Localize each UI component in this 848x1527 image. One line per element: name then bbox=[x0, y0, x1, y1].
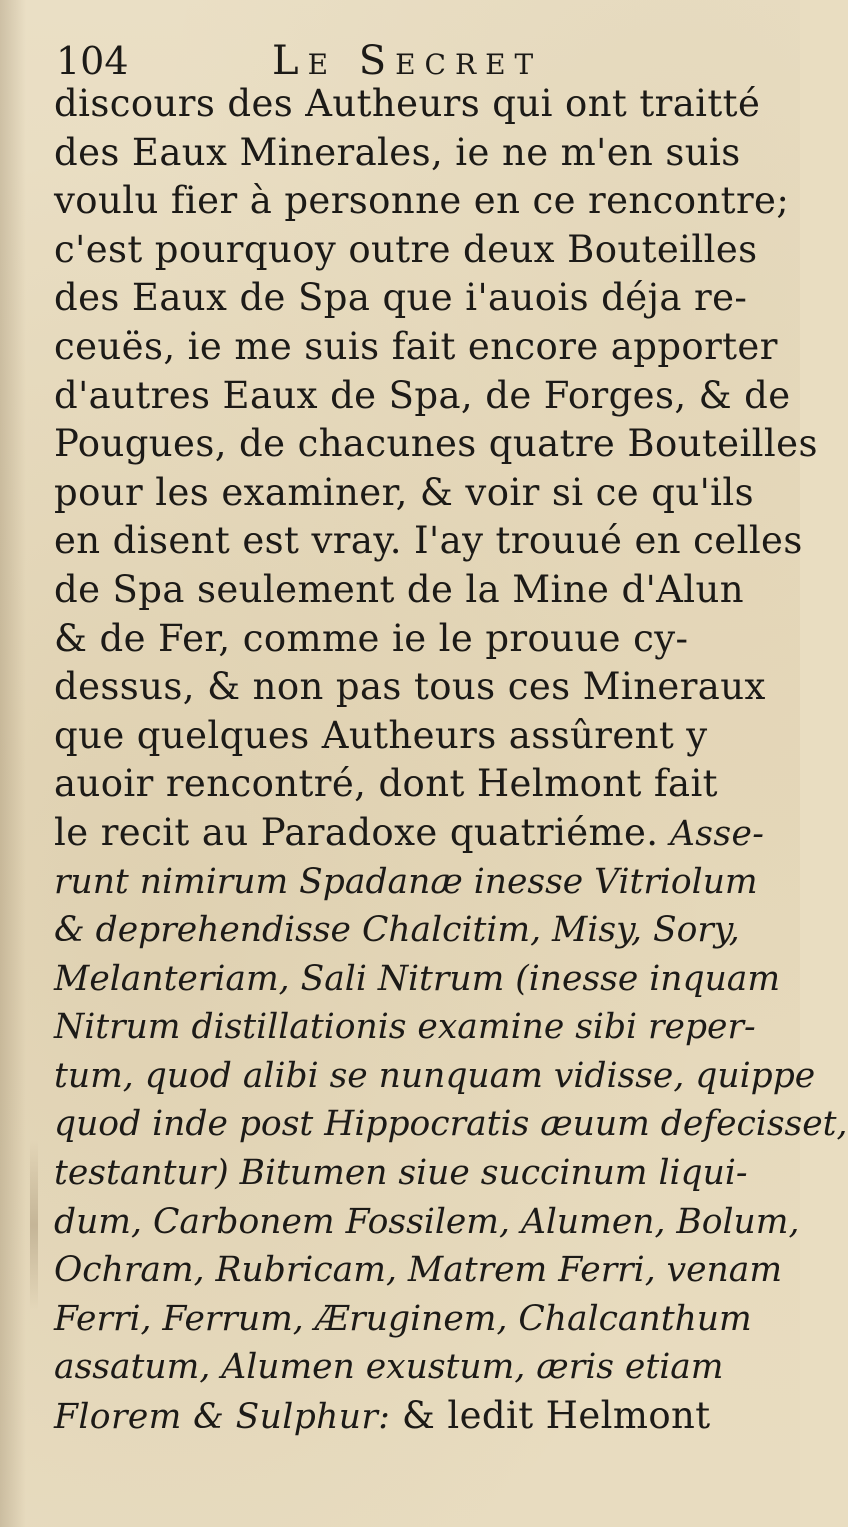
body-text bbox=[54, 80, 848, 1441]
text-line: discours des Autheurs qui ont traitté bbox=[54, 82, 761, 125]
latin-quote-line: Ferri, Ferrum, Æruginem, Chalcanthum bbox=[54, 1298, 752, 1339]
text-line: c'est pourquoy outre deux Bouteilles bbox=[54, 227, 758, 271]
running-title: Le Secret bbox=[272, 38, 543, 84]
paper-stain bbox=[30, 1140, 38, 1310]
latin-quote-line: & deprehendisse Chalcitim, Misy, Sory, bbox=[54, 910, 740, 951]
latin-quote-line: runt nimirum Spadanæ inesse Vitriolum bbox=[54, 861, 758, 902]
binding-shadow bbox=[0, 0, 26, 1527]
latin-quote-line: assatum, Alumen exustum, æris etiam bbox=[54, 1347, 724, 1388]
page-header bbox=[56, 34, 756, 84]
text-line: des Eaux de Spa que i'auois déja re- bbox=[54, 276, 748, 320]
text-roman: & ledit Helmont bbox=[401, 1394, 711, 1438]
text-line: dessus, & non pas tous ces Mineraux bbox=[54, 665, 766, 709]
latin-quote-line: Melanteriam, Sali Nitrum (inesse inquam bbox=[54, 958, 781, 999]
text-line: de Spa seulement de la Mine d'Alun bbox=[54, 567, 744, 611]
text-line: en disent est vray. I'ay trouué en celles bbox=[54, 519, 803, 563]
text-line: que quelques Autheurs assûrent y bbox=[54, 713, 708, 757]
text-line: d'autres Eaux de Spa, de Forges, & de bbox=[54, 373, 791, 417]
latin-quote-line: dum, Carbonem Fossilem, Alumen, Bolum, bbox=[54, 1201, 800, 1242]
text-line: des Eaux Minerales, ie ne m'en suis bbox=[54, 130, 741, 174]
text-italic: Florem & Sulphur: bbox=[54, 1397, 391, 1438]
latin-quote-line: Ochram, Rubricam, Matrem Ferri, venam bbox=[54, 1250, 783, 1291]
latin-quote-line: tum, quod alibi se nunquam vidisse, quippe bbox=[54, 1055, 816, 1096]
text-line: Pougues, de chacunes quatre Bouteilles bbox=[54, 422, 818, 466]
latin-quote-line: testantur) Bitumen siue succinum liqui- bbox=[54, 1153, 748, 1194]
text-line: auoir rencontré, dont Helmont fait bbox=[54, 762, 718, 806]
text-line-mixed bbox=[54, 809, 766, 858]
text-line: pour les examiner, & voir si ce qu'ils bbox=[54, 470, 754, 514]
text-line: & de Fer, comme ie le prouue cy- bbox=[54, 616, 689, 660]
text-roman: le recit au Paradoxe quatriéme. bbox=[54, 810, 659, 854]
text-italic: Asse- bbox=[669, 813, 765, 854]
latin-quote-line: Nitrum distillationis examine sibi reper- bbox=[54, 1007, 756, 1048]
latin-quote-line: quod inde post Hippocratis æuum defecisset, bbox=[54, 1104, 848, 1145]
page-number: 104 bbox=[56, 39, 129, 83]
text-line: voulu fier à personne en ce rencontre; bbox=[54, 179, 790, 223]
text-line: ceuës, ie me suis fait encore apporter bbox=[54, 324, 778, 368]
text-line-mixed bbox=[54, 1392, 766, 1441]
